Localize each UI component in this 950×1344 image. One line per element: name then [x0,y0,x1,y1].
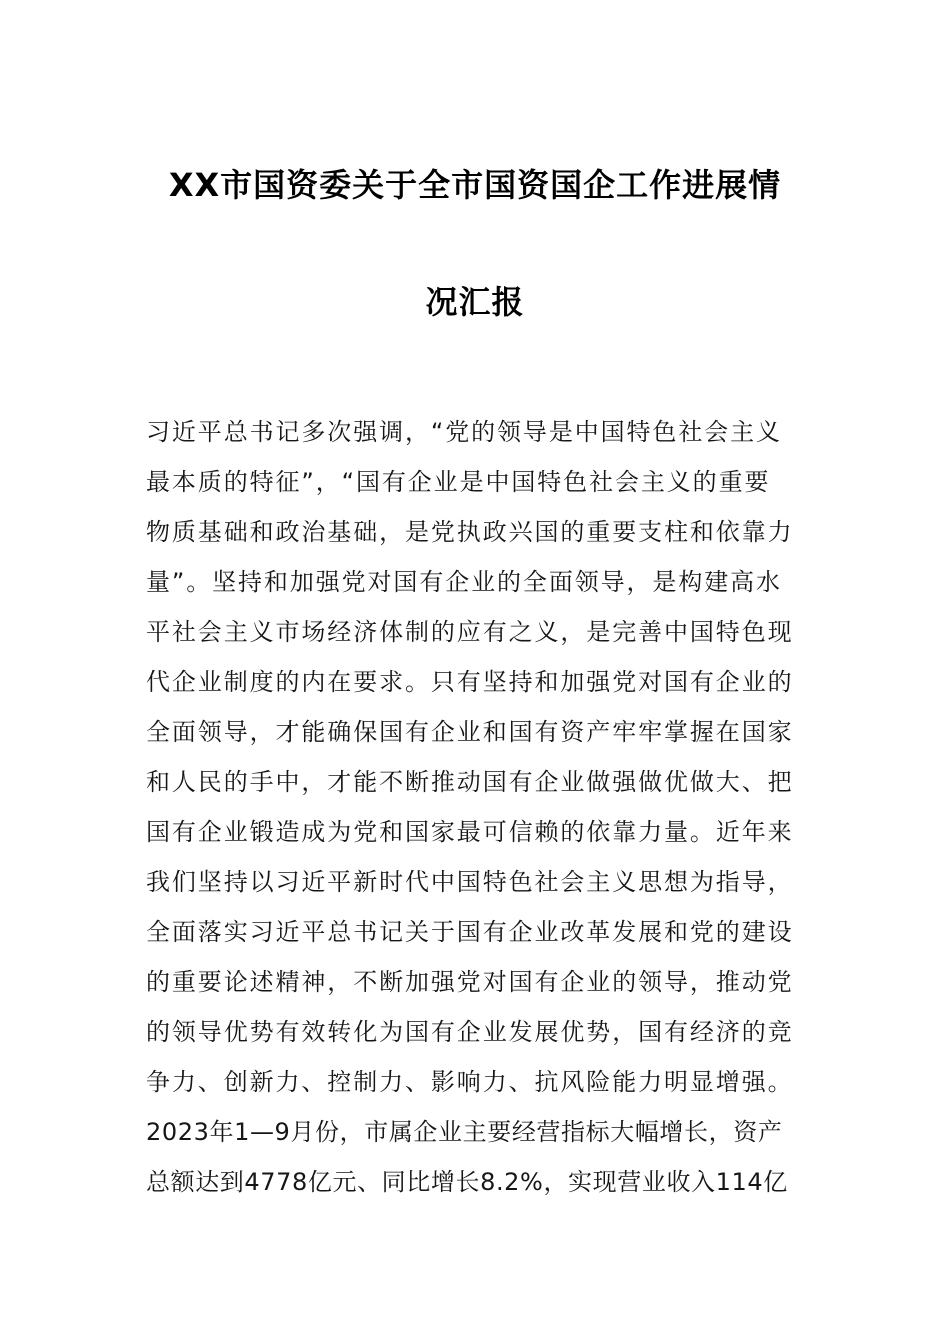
body-line: 最本质的特征”，“国有企业是中国特色社会主义的重要 [146,468,771,496]
body-line: 国有企业锻造成为党和国家最可信赖的依靠力量。近年来 [146,818,794,846]
body-line: 总额达到4778亿元、同比增长8.2%，实现营业收入114亿 [146,1168,788,1196]
document-title-line-1: XX市国资委关于全市国资国企工作进展情 [168,166,782,204]
body-line: 和人民的手中，才能不断推动国有企业做强做优做大、把 [146,768,794,796]
body-line: 全面落实习近平总书记关于国有企业改革发展和党的建设 [146,918,794,946]
body-line: 的重要论述精神，不断加强党对国有企业的领导，推动党 [146,968,794,996]
body-line: 代企业制度的内在要求。只有坚持和加强党对国有企业的 [146,668,794,696]
body-line: 量”。坚持和加强党对国有企业的全面领导，是构建高水 [146,568,782,596]
body-line: 平社会主义市场经济体制的应有之义，是完善中国特色现 [146,618,794,646]
document-title-line-2: 况汇报 [425,283,525,321]
document-body [146,412,816,1212]
body-line: 的领导优势有效转化为国有企业发展优势，国有经济的竞 [146,1018,794,1046]
body-line: 2023年1—9月份，市属企业主要经营指标大幅增长，资产 [146,1118,783,1146]
body-line: 全面领导，才能确保国有企业和国有资产牢牢掌握在国家 [146,718,794,746]
body-line: 争力、创新力、控制力、影响力、抗风险能力明显增强。 [146,1068,794,1096]
body-line: 物质基础和政治基础，是党执政兴国的重要支柱和依靠力 [146,518,794,546]
body-line: 我们坚持以习近平新时代中国特色社会主义思想为指导， [146,868,794,896]
body-line: 习近平总书记多次强调，“党的领导是中国特色社会主义 [146,418,782,446]
